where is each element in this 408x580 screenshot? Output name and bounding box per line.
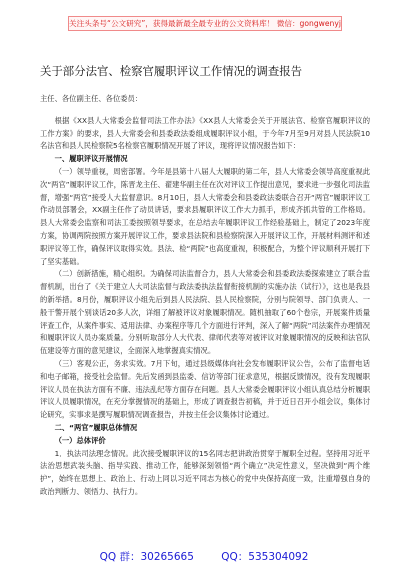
salutation: 主任、各位副主任、各位委员： bbox=[40, 94, 143, 103]
section-heading-2: 二、“两官”履职总体情况 bbox=[54, 422, 138, 432]
footer-qq-group: QQ 群：30265665 bbox=[99, 551, 194, 563]
intro-paragraph: 根据《XX县人大常委会监督司法工作办法》《XX县人大常委会关于开展法官、检察官履职评议的工作方案》的要求，县人大常委会和县委政法委组成履职评议小组，于今年7月至9月对县人民法院10名法官和县人民检察院5名检察官履职情况开展了评议，现将评议情况报告如下： bbox=[40, 115, 370, 151]
document-body bbox=[40, 93, 370, 499]
paragraph-innovation: （二）创新措施，精心组织。为确保司法监督合力，县人大常委会和县委政法委探索建立了联合监督机制，出台了《关于建立人大司法监督与政法委执法监督衔接机制的实施办法（试行）》，这也是我县的新举措。8月份，履职评议小组先后到县人民法院、县人民检察院，分别与院领导、部门负责人、一般干警开展个别谈话20多人次，详细了解被评议对象履职情况。随机抽取了60个卷宗，开展案件质量评查工作，从案件事实、适用法律、办案程序等几个方面进行评判，深入了解“两院”司法案件办理情况和履职评议人员办案质量。分别听取部分人大代表、律师代表等对被评议对象履职情况的反映和法官队伍建设等方面的意见建议，全面深入地掌握真实情况。 bbox=[40, 269, 370, 356]
paragraph-philosophy: 1．执法司法理念情况。此次接受履职评议的15名同志把讲政治贯穿于履职全过程。坚持用习近平法治思想武装头脑、指导实践、推动工作，能够深刻领悟“两个确立”决定性意义，坚决做到“两个维护”，始终在思想上、政治上、行动上同以习近平同志为核心的党中央保持高度一致，注重增强自身的政治判断力、领悟力、执行力。 bbox=[40, 448, 370, 496]
subsection-heading: （一）总体评价 bbox=[54, 435, 106, 445]
paragraph-leadership: （一）领导重视，周密部署。今年是县第十八届人大履职的第二年，县人大常委会领导高度重视此次“两官”履职评议工作，陈晋龙主任、翟建华副主任在次对评议工作提出意见，要求进一步强化司法监督，增强“两官”接受人大监督意识。8月10日，县人大常委会和县委政法委联合召开“两官”履职评议工作动员部署会，XX副主任作了动员讲话，要求县履职评议工作大力抓手，形成齐抓共管的工作格局。县人大常委会监察和司法工委按照领导要求，在总结去年履职评议工作经验基础上，制定了2023年度方案，协调两院按照方案开展评议工作，要求县法院和县检察院深入开展评议工作，开展材料测评和述职评议等工作，确保评议取得实效。县法、检“两院”也高度重视，积极配合，为整个评议顺利开展打下了坚实基础。 bbox=[40, 166, 370, 266]
footer-contact bbox=[0, 549, 408, 564]
document-title: 关于部分法官、检察官履职评议工作情况的调查报告 bbox=[40, 64, 302, 78]
paragraph-objectivity: （三）客观公正，务求实效。7月下旬，通过县级媒体向社会发布履职评议公告，公布了监督电话和电子邮箱，接受社会监督。先后发函到县监委、信访等部门征求意见，根据反馈情况，没有发现履职评议人员在执法方面有不廉、违法乱纪等方面存在问题。县人大常委会履职评议小组认真总结分析履职评议人员履职情况，在充分掌握情况的基础上，形成了调查报告初稿，并于近日召开小组会议，集体讨论研究，实事求是撰写履职情况调查报告，并按主任会议集体讨论通过。 bbox=[40, 358, 370, 420]
section-heading-1: 一、履职评议开展情况 bbox=[54, 154, 128, 164]
footer-qq: QQ：535304092 bbox=[221, 551, 309, 563]
promo-banner: 关注头条号“公文研究”，获得最新最全最专业的公文资料库！ 微信：gongwenyj bbox=[68, 16, 342, 31]
